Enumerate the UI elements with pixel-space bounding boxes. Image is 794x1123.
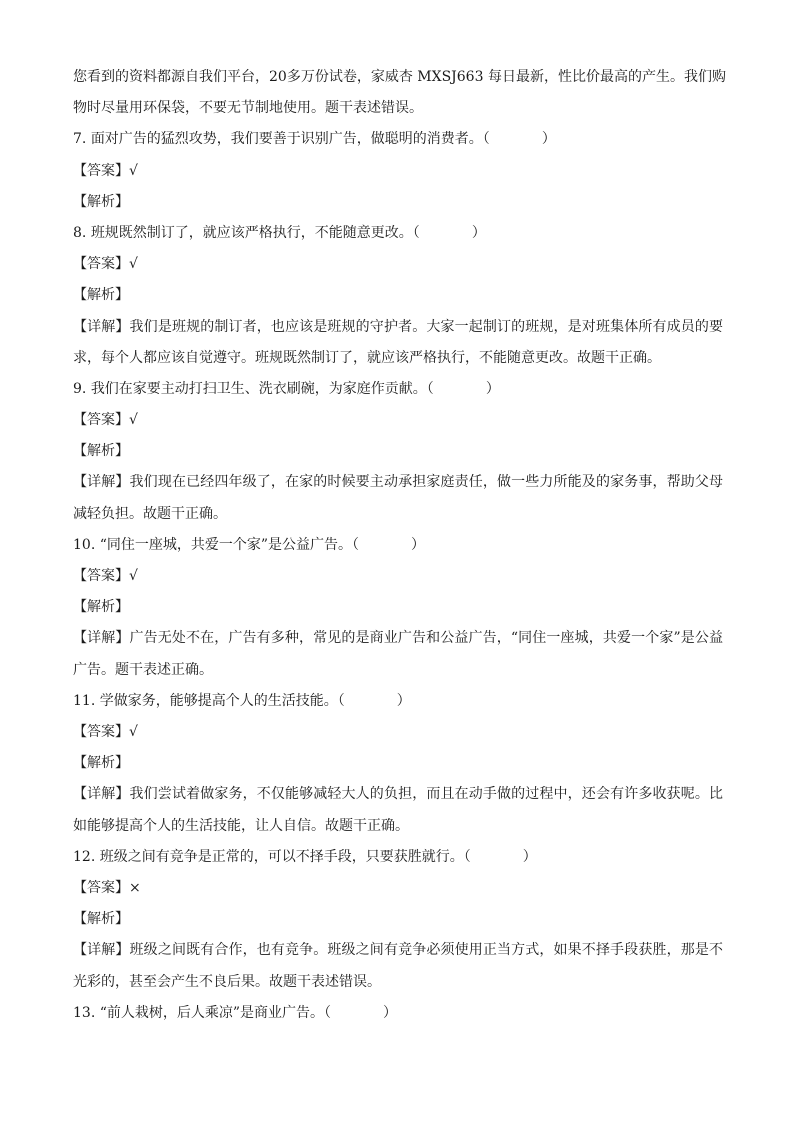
question-10 <box>73 530 723 561</box>
detail-8 <box>73 312 723 374</box>
question-text: 班级之间有竞争是正常的，可以不择手段，只要获胜就行。（ <box>99 848 471 865</box>
question-close: ） <box>485 380 500 397</box>
question-number: 9. <box>73 380 87 397</box>
detail-label: 【详解】 <box>73 630 130 647</box>
analysis-10: 【解析】 <box>73 599 129 616</box>
answer-9 <box>73 405 723 436</box>
analysis-8: 【解析】 <box>73 287 129 304</box>
detail-9 <box>73 467 723 529</box>
analysis-7: 【解析】 <box>73 193 129 210</box>
answer-11 <box>73 717 723 748</box>
question-11 <box>73 686 723 717</box>
question-7 <box>73 124 723 155</box>
answer-mark: √ <box>129 724 138 741</box>
question-text: 面对广告的猛烈攻势，我们要善于识别广告，做聪明的消费者。（ <box>90 131 490 148</box>
answer-label: 【答案】 <box>73 162 129 179</box>
detail-label: 【详解】 <box>73 942 130 959</box>
question-close: ） <box>541 131 556 148</box>
answer-12 <box>73 873 723 904</box>
question-text: “同住一座城，共爱一个家”是公益广告。（ <box>99 536 360 553</box>
intro-line-1: 您看到的资料都源自我们平台，20多万份试卷，家威杏 MXSJ663 每日最新，性比价最高的产生。我们购 <box>73 69 726 85</box>
answer-10 <box>73 561 723 592</box>
document-page <box>73 62 726 1029</box>
answer-8 <box>73 249 723 280</box>
question-13 <box>73 998 723 1029</box>
answer-label: 【答案】 <box>73 412 129 429</box>
answer-mark: √ <box>129 256 138 273</box>
analysis-11: 【解析】 <box>73 755 129 772</box>
detail-label: 【详解】 <box>73 474 130 491</box>
question-12 <box>73 842 723 873</box>
question-8 <box>73 218 723 249</box>
detail-11 <box>73 779 723 841</box>
answer-mark: √ <box>129 412 138 429</box>
answer-mark: × <box>129 880 141 896</box>
answer-mark: √ <box>129 162 138 179</box>
detail-label: 【详解】 <box>73 786 130 803</box>
question-close: ） <box>383 1004 398 1021</box>
answer-mark: √ <box>129 568 138 585</box>
question-text: 我们在家要主动打扫卫生、洗衣刷碗，为家庭作贡献。（ <box>90 380 434 397</box>
detail-text: 班级之间既有合作，也有竞争。班级之间有竞争必须使用正当方式，如果不择手段获胜，那是不光彩的，甚至会产生不良后果。故题干表述错误。 <box>73 942 724 990</box>
question-number: 8. <box>73 224 87 241</box>
question-close: ） <box>411 536 426 553</box>
question-text: “前人栽树，后人乘凉”是商业广告。（ <box>99 1004 332 1021</box>
answer-label: 【答案】 <box>73 724 129 741</box>
answer-label: 【答案】 <box>73 568 129 585</box>
answer-label: 【答案】 <box>73 880 129 896</box>
question-number: 7. <box>73 131 87 148</box>
detail-12 <box>73 935 723 997</box>
detail-10 <box>73 623 723 685</box>
analysis-9: 【解析】 <box>73 443 129 460</box>
detail-text: 我们是班规的制订者，也应该是班规的守护者。大家一起制订的班规，是对班集体所有成员的要求，每个人都应该自觉遵守。班规既然制订了，就应该严格执行，不能随意更改。故题干正确。 <box>73 318 724 366</box>
intro-line-2: 物时尽量用环保袋，不要无节制地使用。题干表述错误。 <box>73 100 423 117</box>
detail-text: 我们尝试着做家务，不仅能够减轻大人的负担，而且在动手做的过程中，还会有许多收获呢。比如能够提高个人的生活技能，让人自信。故题干正确。 <box>73 786 724 834</box>
detail-text: 我们现在已经四年级了，在家的时候要主动承担家庭责任，做一些力所能及的家务事，帮助父母减轻负担。故题干正确。 <box>73 474 724 522</box>
question-close: ） <box>471 224 486 241</box>
question-9 <box>73 374 723 405</box>
detail-text: 广告无处不在，广告有多种，常见的是商业广告和公益广告，“同住一座城，共爱一个家”是公益广告。题干表述正确。 <box>73 630 724 678</box>
answer-7 <box>73 156 723 187</box>
question-number: 13. <box>73 1004 96 1021</box>
question-text: 班规既然制订了，就应该严格执行，不能随意更改。（ <box>90 224 420 241</box>
question-close: ） <box>522 848 537 865</box>
question-text: 学做家务，能够提高个人的生活技能。（ <box>99 692 345 709</box>
analysis-12: 【解析】 <box>73 911 129 928</box>
question-number: 11. <box>73 692 96 709</box>
question-number: 12. <box>73 848 96 865</box>
detail-label: 【详解】 <box>73 318 130 335</box>
question-number: 10. <box>73 536 96 553</box>
answer-label: 【答案】 <box>73 256 129 273</box>
question-close: ） <box>396 692 411 709</box>
